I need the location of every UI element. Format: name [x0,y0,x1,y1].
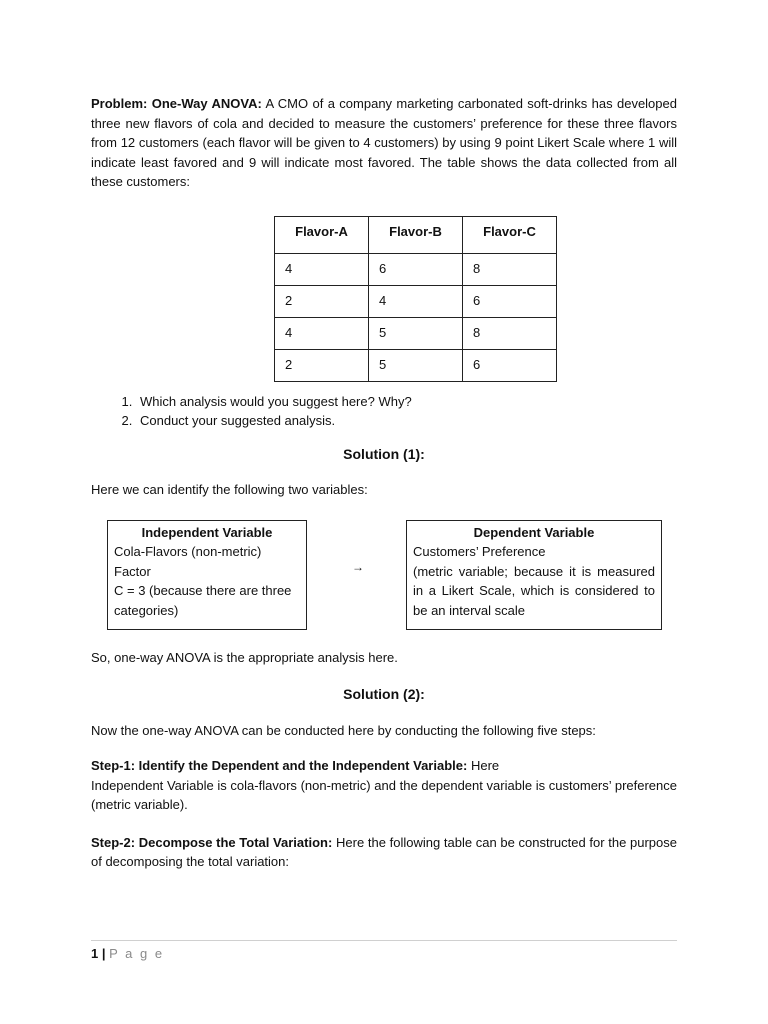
solution-1-heading: Solution (1): [343,445,425,462]
question-item: 1. Which analysis would you suggest here? Why? [136,392,677,412]
table-cell: 4 [275,253,369,285]
document-page [91,94,677,872]
dependent-variable-line: Customers’ Preference [413,544,546,559]
table-row [275,349,557,381]
step-1-text: Independent Variable is cola-flavors (non-metric) and the dependent variable is customers’ preference (metric variable). [91,777,677,812]
table-cell: 2 [275,349,369,381]
footer-separator: | [101,946,106,961]
table-cell: 6 [369,253,463,285]
step-1-lead: Here [470,758,500,773]
page-footer [91,940,677,964]
table-header-row [275,216,557,253]
solution-2-heading: Solution (2): [343,686,425,702]
dependent-variable-line: (metric variable; because it is measured in a Likert Scale, which is considered to be an interval scale [413,563,655,618]
step-2-paragraph [91,833,677,872]
problem-text: A CMO of a company marketing carbonated soft-drinks has developed three new flavors of cola and decided to measure the customers’ preference for these three flavors from 12 customers (each flavor will be given to 4 customers) by using 9 point Likert Scale where 1 will indicate least favored and 9 will indicate most favored. The table shows the data collected from all these customers: [91,96,677,189]
page-label: P a g e [109,946,165,961]
table-cell: 8 [463,253,557,285]
table-header-cell: Flavor-B [369,216,463,253]
table-cell: 4 [275,317,369,349]
step-2-label: Step-2: Decompose the Total Variation: [91,834,333,850]
step-1-paragraph [91,756,677,815]
table-cell: 6 [463,349,557,381]
table-cell: 5 [369,317,463,349]
table-cell: 4 [369,285,463,317]
independent-variable-line: C = 3 (because there are three categories) [114,583,292,618]
table-cell: 8 [463,317,557,349]
solution-1-intro: Here we can identify the following two variables: [91,482,368,497]
table-row [275,285,557,317]
step-1-label: Step-1: Identify the Dependent and the Independent Variable: [91,758,468,773]
table-header-cell: Flavor-A [275,216,369,253]
independent-variable-box [107,520,307,630]
flavor-data-table [274,216,557,382]
variables-diagram [91,520,677,632]
independent-variable-line: Factor [114,563,151,579]
dependent-variable-title: Dependent Variable [473,524,595,540]
table-row [275,317,557,349]
step-2-text: Here the following table can be constructed for the purpose of decomposing the total variation: [91,834,677,869]
independent-variable-title: Independent Variable [141,524,273,540]
question-item: 2. Conduct your suggested analysis. [136,411,677,431]
solution-1-conclusion: So, one-way ANOVA is the appropriate analysis here. [91,649,398,665]
independent-variable-line: Cola-Flavors (non-metric) [114,544,262,559]
right-arrow-icon: → [352,559,364,574]
table-row [275,253,557,285]
table-cell: 6 [463,285,557,317]
problem-label: Problem: One-Way ANOVA: [91,96,262,111]
problem-statement [91,94,677,192]
page-number: 1 [91,946,99,961]
table-header-cell: Flavor-C [463,216,557,253]
table-cell: 2 [275,285,369,317]
dependent-variable-box [406,520,662,630]
question-list [91,392,677,431]
table-cell: 5 [369,349,463,381]
solution-2-intro: Now the one-way ANOVA can be conducted here by conducting the following five steps: [91,722,596,738]
